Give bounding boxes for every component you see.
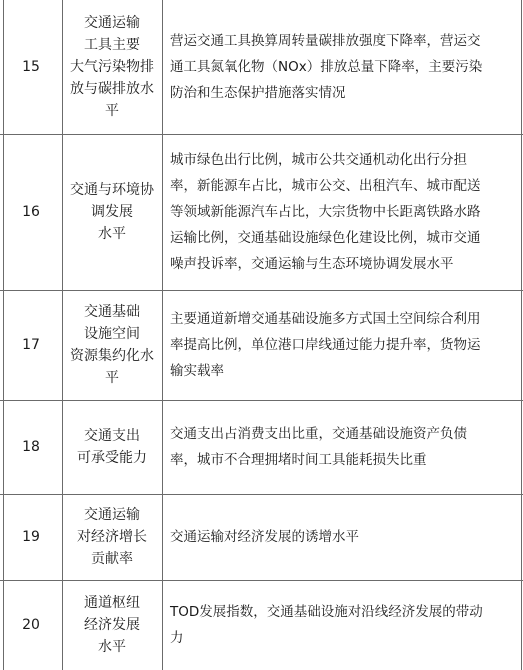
table-row (0, 290, 523, 400)
column-divider (521, 0, 522, 670)
table-row (0, 580, 523, 670)
indicator-name: 交通运输 对经济增长 贡献率 (77, 507, 147, 567)
indicator-name: 交通基础 设施空间 资源集约化水 平 (70, 304, 154, 386)
indicator-description: TOD发展指数，交通基础设施对沿线经济发展的带动 力 (170, 604, 483, 646)
table-row (0, 400, 523, 494)
row-number: 20 (22, 617, 40, 633)
row-divider (0, 494, 523, 495)
indicator-name: 交通与环境协 调发展 水平 (70, 182, 154, 242)
row-number: 17 (22, 337, 40, 353)
indicator-description: 城市绿色出行比例，城市公共交通机动化出行分担 率，新能源车占比，城市公交、出租汽车、城市配送 等领域新能源汽车占比，大宗货物中长距离铁路水路 运输比例，交通基础设施绿色化建设比例，城市交通 噪声投诉率，交通运输与生态环境协调发展水平 (170, 152, 481, 272)
row-divider (0, 400, 523, 401)
row-number: 18 (22, 439, 40, 455)
row-divider (0, 580, 523, 581)
indicator-name: 通道枢纽 经济发展 水平 (84, 595, 140, 655)
row-divider (0, 134, 523, 135)
table-row (0, 134, 523, 290)
column-divider (3, 0, 4, 670)
indicator-description: 交通运输对经济发展的诱增水平 (170, 529, 359, 545)
column-divider (62, 0, 63, 670)
row-divider (0, 290, 523, 291)
row-number: 15 (22, 59, 40, 75)
row-number: 19 (22, 529, 40, 545)
indicator-description: 主要通道新增交通基础设施多方式国土空间综合利用 率提高比例，单位港口岸线通过能力提升率，货物运 输实载率 (170, 311, 481, 379)
column-divider (162, 0, 163, 670)
row-number: 16 (22, 204, 40, 220)
indicator-name: 交通支出 可承受能力 (77, 428, 147, 466)
indicator-name: 交通运输 工具主要 大气污染物排 放与碳排放水 平 (70, 15, 154, 119)
table-row (0, 0, 523, 134)
table-row (0, 494, 523, 580)
indicator-description: 营运交通工具换算周转量碳排放强度下降率，营运交 通工具氮氧化物（NOx）排放总量下降率，主要污染 防治和生态保护措施落实情况 (170, 33, 483, 101)
indicator-description: 交通支出占消费支出比重，交通基础设施资产负债 率，城市不合理拥堵时间工具能耗损失比重 (170, 426, 467, 468)
